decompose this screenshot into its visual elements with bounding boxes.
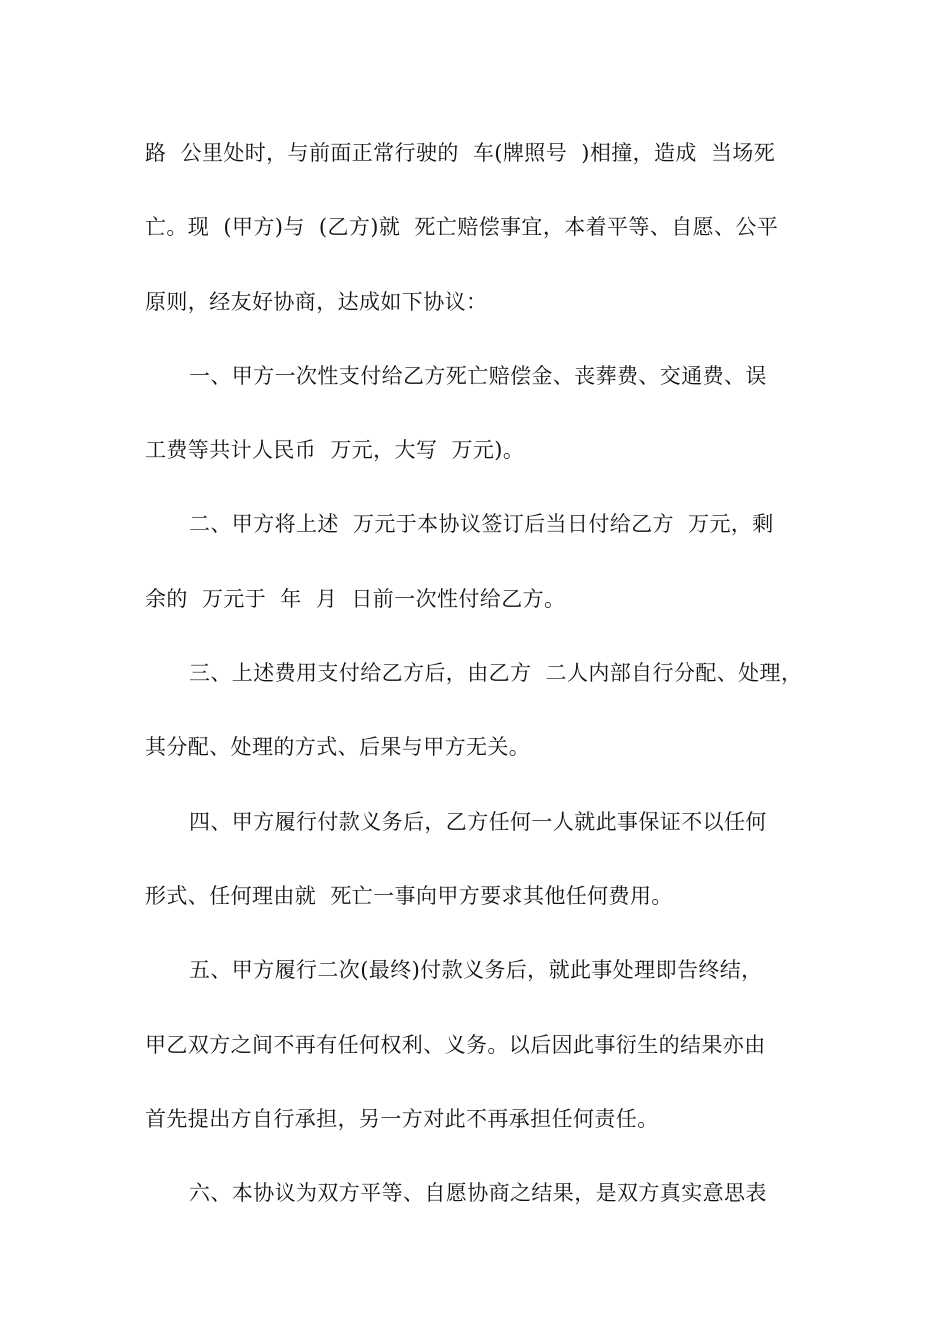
text-line: 甲乙双方之间不再有任何权利、义务。以后因此事衍生的结果亦由 xyxy=(145,1032,766,1057)
clause-1-line: 一、甲方一次性支付给乙方死亡赔偿金、丧葬费、交通费、误 xyxy=(189,363,767,388)
text-line: 路 公里处时，与前面正常行驶的 车(牌照号 )相撞，造成 当场死 xyxy=(145,141,776,165)
text-line: 工费等共计人民币 万元，大写 万元)。 xyxy=(145,438,525,463)
text-line: 其分配、处理的方式、后果与甲方无关。 xyxy=(145,735,531,760)
clause-2-line: 二、甲方将上述 万元于本协议签订后当日付给乙方 万元，剩 xyxy=(189,512,774,537)
text-line: 首先提出方自行承担，另一方对此不再承担任何责任。 xyxy=(145,1106,659,1131)
text-line: 余的 万元于 年 月 日前一次性付给乙方。 xyxy=(145,586,566,611)
clause-6-line: 六、本协议为双方平等、自愿协商之结果，是双方真实意思表 xyxy=(189,1181,767,1206)
text-line: 原则，经友好协商，达成如下协议： xyxy=(145,289,488,314)
clause-5-line: 五、甲方履行二次(最终)付款义务后，就此事处理即告终结， xyxy=(189,958,763,983)
text-line: 亡。现 (甲方)与 (乙方)就 死亡赔偿事宜，本着平等、自愿、公平 xyxy=(145,215,779,240)
text-line: 形式、任何理由就 死亡一事向甲方要求其他任何费用。 xyxy=(145,883,673,908)
clause-3-line: 三、上述费用支付给乙方后，由乙方 二人内部自行分配、处理， xyxy=(189,661,803,686)
agreement-body xyxy=(145,130,825,1244)
clause-4-line: 四、甲方履行付款义务后，乙方任何一人就此事保证不以任何 xyxy=(189,809,767,834)
